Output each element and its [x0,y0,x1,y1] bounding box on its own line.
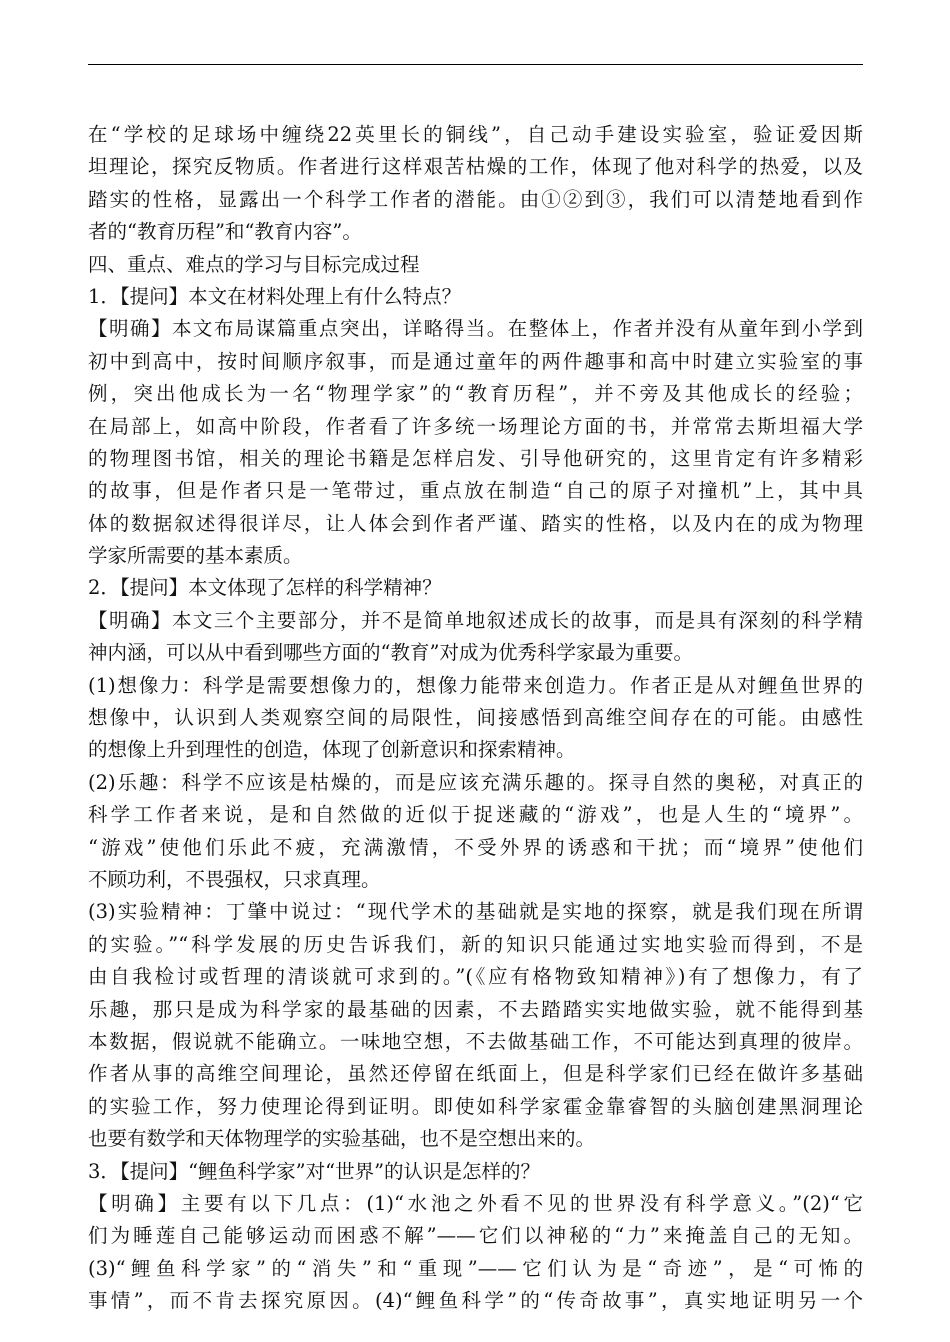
text-line: 作者从事的高维空间理论，虽然还停留在纸面上，但是科学家们已经在做许多基础 [88,1062,863,1086]
text-line: 的实验工作，努力使理论得到证明。即使如科学家霍金靠睿智的头脑创建黑洞理论 [88,1094,863,1118]
text-line: 科学工作者来说，是和自然做的近似于捉迷藏的“游戏”，也是人生的“境界”。 [88,803,863,827]
text-line: 在局部上，如高中阶段，作者看了许多统一场理论方面的书，并常常去斯坦福大学 [88,414,863,438]
text-line: 本数据，假说就不能确立。一味地空想，不去做基础工作，不可能达到真理的彼岸。 [88,1029,863,1053]
text-line: 1．【提问】本文在材料处理上有什么特点？ [88,284,462,308]
text-line: 踏实的性格，显露出一个科学工作者的潜能。由①②到③，我们可以清楚地看到作 [88,187,863,211]
text-line: 的物理图书馆，相关的理论书籍是怎样启发、引导他研究的，这里肯定有许多精彩 [88,446,863,470]
text-line: 的实验。”“科学发展的历史告诉我们，新的知识只能通过实地实验而得到，不是 [88,932,863,956]
text-line: 们为睡莲自己能够运动而困惑不解”——它们以神秘的“力”来掩盖自己的无知。 [88,1224,863,1248]
text-line: 坦理论，探究反物质。作者进行这样艰苦枯燥的工作，体现了他对科学的热爱，以及 [88,155,863,179]
text-line: 由自我检讨或哲理的清谈就可求到的。”(《应有格物致知精神》)有了想像力，有了 [88,965,863,989]
header-rule [88,64,863,65]
text-line: 【明确】本文三个主要部分，并不是简单地叙述成长的故事，而是具有深刻的科学精 [88,608,863,632]
text-line: (1)想像力：科学是需要想像力的，想像力能带来创造力。作者正是从对鲤鱼世界的 [88,673,863,697]
text-line: 例，突出他成长为一名“物理学家”的“教育历程”，并不旁及其他成长的经验； [88,382,863,406]
text-line: 神内涵，可以从中看到哪些方面的“教育”对成为优秀科学家最为重要。 [88,641,693,665]
text-line: 2．【提问】本文体现了怎样的科学精神？ [88,576,442,600]
text-line: 事情”，而不肯去探究原因。(4)“鲤鱼科学”的“传奇故事”，真实地证明另一个 [88,1289,863,1313]
text-line: 学家所需要的基本素质。 [88,544,303,568]
text-line: 的想像上升到理性的创造，体现了创新意识和探索精神。 [88,738,576,762]
text-line: 也要有数学和天体物理学的实验基础，也不是空想出来的。 [88,1127,596,1151]
text-line: 乐趣，那只是成为科学家的最基础的因素，不去踏踏实实地做实验，就不能得到基 [88,997,863,1021]
text-line: (3)实验精神：丁肇中说过：“现代学术的基础就是实地的探察，就是我们现在所谓 [88,900,863,924]
text-line: 3．【提问】“鲤鱼科学家”对“世界”的认识是怎样的？ [88,1159,541,1183]
text-line: 体的数据叙述得很详尽，让人体会到作者严谨、踏实的性格，以及内在的成为物理 [88,511,863,535]
text-line: 四、重点、难点的学习与目标完成过程 [88,252,420,276]
text-line: (3)“鲤鱼科学家”的“消失”和“重现”——它们认为是“奇迹”，是“可怖的 [88,1256,863,1280]
text-line: 在“学校的足球场中缠绕22英里长的铜线”，自己动手建设实验室，验证爱因斯 [88,123,863,146]
text-line: 者的“教育历程”和“教育内容”。 [88,220,362,244]
text-line: 想像中，认识到人类观察空间的局限性，间接感悟到高维空间存在的可能。由感性 [88,706,863,730]
text-line: 【明确】主要有以下几点：(1)“水池之外看不见的世界没有科学意义。”(2)“它 [88,1191,863,1215]
text-line: (2)乐趣：科学不应该是枯燥的，而是应该充满乐趣的。探寻自然的奥秘，对真正的 [88,770,863,794]
text-line: 不顾功利，不畏强权，只求真理。 [88,867,381,891]
text-line: 【明确】本文布局谋篇重点突出，详略得当。在整体上，作者并没有从童年到小学到 [88,317,863,341]
text-line: “游戏”使他们乐此不疲，充满激情，不受外界的诱惑和干扰；而“境界”使他们 [88,835,863,859]
document-body [88,119,863,1317]
text-line: 初中到高中，按时间顺序叙事，而是通过童年的两件趣事和高中时建立实验室的事 [88,349,863,373]
text-line: 的故事，但是作者只是一笔带过，重点放在制造“自己的原子对撞机”上，其中具 [88,479,863,503]
